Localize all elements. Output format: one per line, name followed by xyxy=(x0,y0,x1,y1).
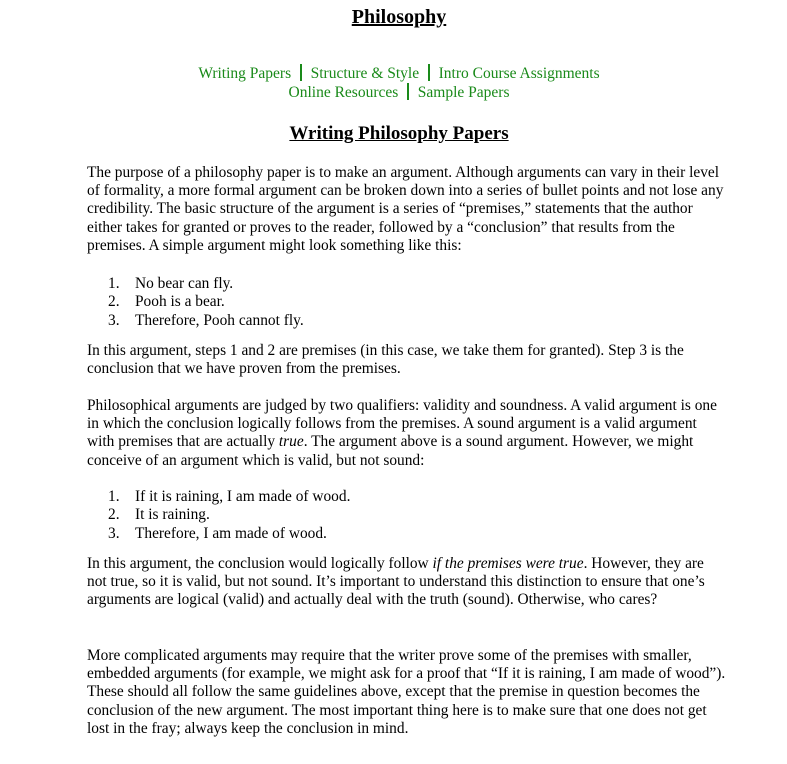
list-item-text: If it is raining, I am made of wood. xyxy=(135,488,351,505)
paragraph-text: Philosophical arguments are judged by two qualifiers: validity and soundness. A valid argument is one in which the conclusion logically follows from the premises. A sound argument is a valid argument with premises that are actually xyxy=(87,397,717,451)
nav-separator xyxy=(407,83,409,100)
nav-separator xyxy=(300,64,302,81)
nav-link-structure-style[interactable]: Structure & Style xyxy=(310,65,420,82)
list-item-number: 1. xyxy=(108,275,120,292)
list-item-text: Therefore, I am made of wood. xyxy=(135,524,327,542)
list-item-number: 2. xyxy=(108,293,120,311)
nav-row-1 xyxy=(0,64,787,83)
nav-link-online-resources[interactable]: Online Resources xyxy=(288,84,399,101)
list-item xyxy=(108,293,304,311)
nav-link-sample-papers[interactable]: Sample Papers xyxy=(417,84,510,101)
nav-links xyxy=(0,64,787,102)
list-item xyxy=(108,275,304,293)
section-title: Writing Philosophy Papers xyxy=(289,123,509,144)
paragraph-text: . The argument above is a sound argument. However, we might conceive of an argument which is valid, but not sound: xyxy=(87,433,694,469)
paragraph-validity xyxy=(87,397,727,470)
paragraph-premises: In this argument, steps 1 and 2 are premises (in this case, we take them for granted). Step 3 is the conclusion that we have proven from the premises. xyxy=(87,342,684,378)
paragraph-text: In this argument, the conclusion would logically follow xyxy=(87,555,433,572)
paragraph-soundness xyxy=(87,555,727,610)
list-item-number: 1. xyxy=(108,488,120,505)
argument-list-1 xyxy=(108,275,304,330)
nav-row-2 xyxy=(0,83,787,102)
list-item-number: 2. xyxy=(108,506,120,524)
nav-link-writing-papers[interactable]: Writing Papers xyxy=(198,65,292,82)
nav-separator xyxy=(428,64,430,81)
emphasis-text: if the premises were true xyxy=(432,555,584,572)
list-item-text: Therefore, Pooh cannot fly. xyxy=(135,311,304,329)
list-item xyxy=(108,506,350,524)
argument-list-2 xyxy=(108,488,350,543)
list-item-number: 3. xyxy=(108,524,120,542)
emphasis-text: true xyxy=(278,433,304,451)
paragraph-text: . However, they are not true, so it is valid, but not sound. It’s important to understand this distinction to ensure that one’s arguments are logical (valid) and actually deal with the truth (sound). Otherwise, who cares? xyxy=(87,555,705,609)
list-item-text: Pooh is a bear. xyxy=(135,293,225,311)
list-item-text: It is raining. xyxy=(135,506,210,524)
list-item xyxy=(108,488,350,506)
list-item xyxy=(108,525,350,543)
list-item xyxy=(108,312,304,330)
page-title: Philosophy xyxy=(351,6,447,28)
list-item-text: No bear can fly. xyxy=(135,275,234,292)
nav-link-intro-course-assignments[interactable]: Intro Course Assignments xyxy=(438,65,600,82)
list-item-number: 3. xyxy=(108,311,120,329)
paragraph-complicated-arguments: More complicated arguments may require that the writer prove some of the premises with smaller, embedded arguments (for example, we might ask for a proof that “If it is raining, I am made of wood”). These should all follow the same guidelines above, except that the premise in question becomes the conclusion of the new argument. The most important thing here is to make sure that one does not get lost in the fray; always keep the conclusion in mind. xyxy=(87,647,726,737)
paragraph-intro: The purpose of a philosophy paper is to make an argument. Although arguments can vary in their level of formality, a more formal argument can be broken down into a series of bullet points and not lose any credibility. The basic structure of the argument is a series of “premises,” statements that the author either takes for granted or proves to the reader, followed by a “conclusion” that results from the premises. A simple argument might look something like this: xyxy=(87,164,724,254)
